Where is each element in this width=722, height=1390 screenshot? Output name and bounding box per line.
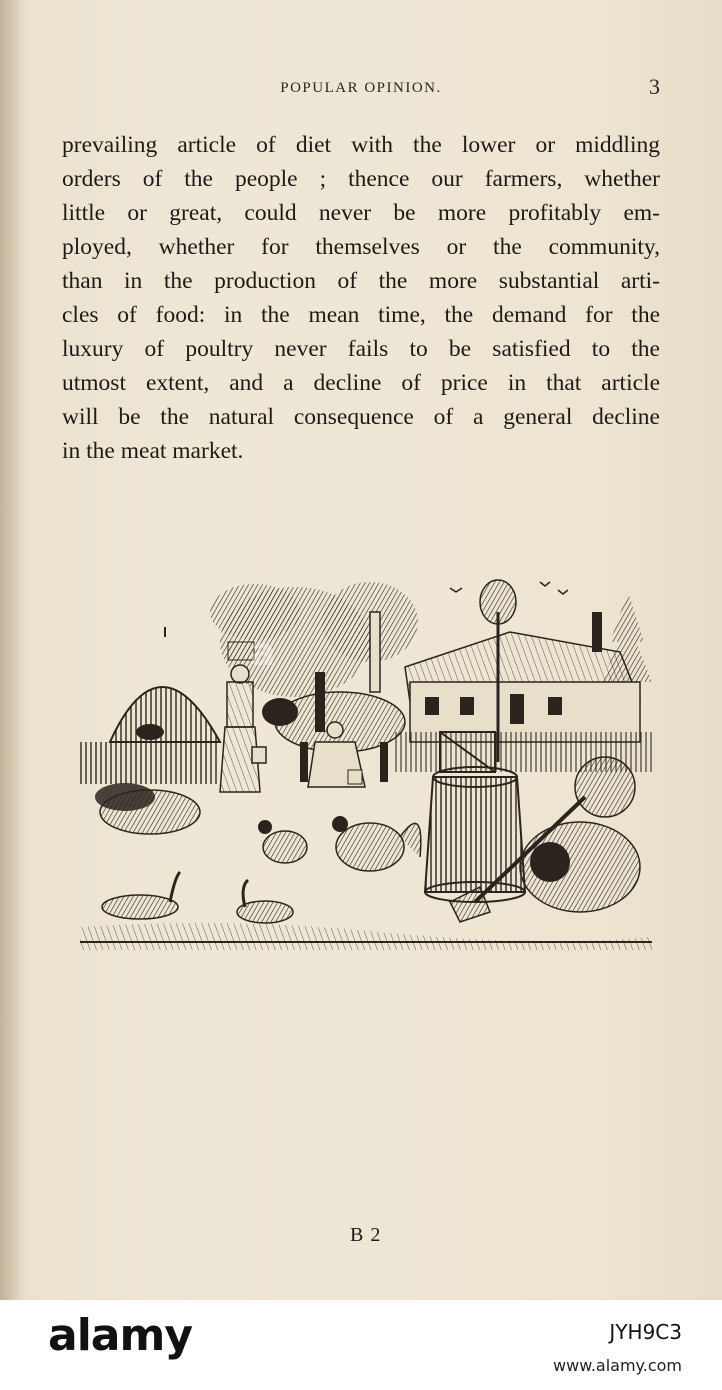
text-line: than in the production of the more substantial arti- [62,268,660,294]
ducks [102,872,293,923]
body-paragraph [62,128,660,468]
text-line: utmost extent, and a decline of price in that article [62,370,660,396]
ground [80,923,652,950]
signature-mark: B 2 [350,1224,382,1246]
pigs [95,783,200,834]
text-line: prevailing article of diet with the lower or middling [62,132,660,158]
text-line: ployed, whether for themselves or the community, [62,234,660,260]
haystack [110,627,220,742]
hens [258,816,421,871]
stock-url: www.alamy.com [553,1356,682,1375]
text-line: will be the natural consequence of a general decline [62,404,660,430]
text-line: cles of food: in the mean time, the demand for the [62,302,660,328]
image-id: JYH9C3 [609,1320,682,1344]
stock-watermark: a [250,630,276,674]
peacock [136,724,164,740]
alamy-logo: alamy [48,1310,192,1361]
turkeys [520,757,640,912]
stock-footer [0,1300,722,1390]
running-head [62,74,660,102]
text-line: orders of the people ; thence our farmers, whether [62,166,660,192]
text-line: little or great, could never be more profitably em- [62,200,660,226]
text-line: in the meat market. [62,438,244,464]
farmyard-engraving [80,572,652,950]
page-number: 3 [649,74,660,99]
running-head-title: POPULAR OPINION. [280,80,442,96]
text-line: luxury of poultry never fails to be satisfied to the [62,336,660,362]
wicker-coop [425,767,525,902]
